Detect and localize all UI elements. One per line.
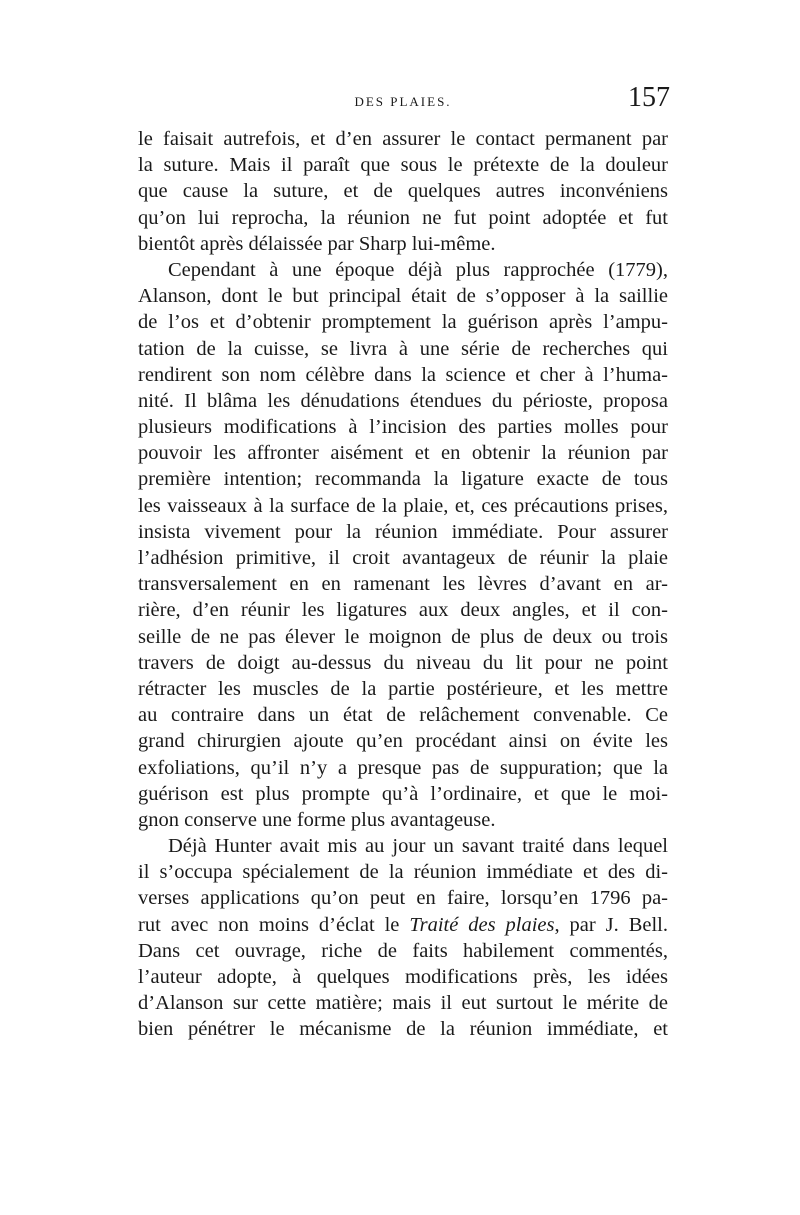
text-line: au contraire dans un état de relâchement convenable. Ce [138, 704, 668, 727]
page-header [136, 84, 670, 124]
text-line: rendirent son nom célèbre dans la science et cher à l’huma- [138, 363, 668, 386]
text-line: bien pénétrer le mécanisme de la réunion immédiate, et [138, 1018, 668, 1041]
text-line: l’adhésion primitive, il croit avantageux de réunir la plaie [138, 547, 668, 569]
text-line: que cause la suture, et de quelques autres inconvéniens [138, 180, 668, 203]
text-line-end: , par J. Bell. [554, 913, 668, 936]
text-line: l’auteur adopte, à quelques modifications près, les idées [138, 966, 668, 988]
text-line: grand chirurgien ajoute qu’en procédant ainsi on évite les [138, 730, 668, 753]
running-head: DES PLAIES. [354, 94, 452, 109]
text-line: la suture. Mais il paraît que sous le prétexte de la douleur [138, 154, 668, 177]
text-line: plusieurs modifications à l’incision des parties molles pour [138, 416, 668, 439]
text-line: exfoliations, qu’il n’y a presque pas de suppuration; que la [138, 756, 668, 779]
text-line: nité. Il blâma les dénudations étendues du périoste, proposa [138, 389, 668, 412]
text-line: Dans cet ouvrage, riche de faits habilement commentés, [138, 939, 668, 962]
text-line: transversalement en en ramenant les lèvres d’avant en ar- [138, 573, 668, 596]
text-line-start: rut avec non moins d’éclat le [138, 913, 400, 936]
text-line: les vaisseaux à la surface de la plaie, et, ces précautions prises, [138, 494, 668, 517]
text-line: rière, d’en réunir les ligatures aux deux angles, et il con- [138, 599, 668, 622]
text-line: première intention; recommanda la ligature exacte de tous [138, 468, 668, 491]
text-line: guérison est plus prompte qu’à l’ordinaire, et que le moi- [138, 782, 668, 805]
page-number: 157 [628, 82, 670, 113]
text-line: Alanson, dont le but principal était de s’opposer à la saillie [138, 285, 668, 308]
text-line: qu’on lui reprocha, la réunion ne fut point adoptée et fut [138, 206, 668, 229]
text-line: Cependant à une époque déjà plus rapprochée (1779), [168, 258, 668, 281]
text-line: rétracter les muscles de la partie postérieure, et les mettre [138, 677, 668, 700]
text-line: insista vivement pour la réunion immédiate. Pour assurer [138, 520, 668, 543]
text-line: gnon conserve une forme plus avantageuse. [138, 808, 496, 831]
text-line: pouvoir les affronter aisément et en obtenir la réunion par [138, 442, 668, 465]
text-line: bientôt après délaissée par Sharp lui-même. [138, 232, 496, 255]
text-line: de l’os et d’obtenir promptement la guérison après l’ampu- [138, 311, 668, 334]
text-line: d’Alanson sur cette matière; mais il eut surtout le mérite de [138, 992, 668, 1015]
text-line: il s’occupa spécialement de la réunion immédiate et des di- [138, 861, 668, 884]
text-line: seille de ne pas élever le moignon de plus de deux ou trois [138, 625, 668, 648]
text-line: le faisait autrefois, et d’en assurer le contact permanent par [138, 128, 668, 150]
text-line: travers de doigt au-dessus du niveau du lit pour ne point [138, 651, 668, 674]
body-text [138, 126, 668, 1043]
book-title: Traité des plaies [409, 913, 555, 936]
text-line-with-title [138, 912, 668, 938]
text-line: verses applications qu’on peut en faire, lorsqu’en 1796 pa- [138, 887, 668, 910]
text-line: tation de la cuisse, se livra à une série de recherches qui [138, 337, 668, 360]
text-line: Déjà Hunter avait mis au jour un savant traité dans lequel [168, 835, 668, 858]
